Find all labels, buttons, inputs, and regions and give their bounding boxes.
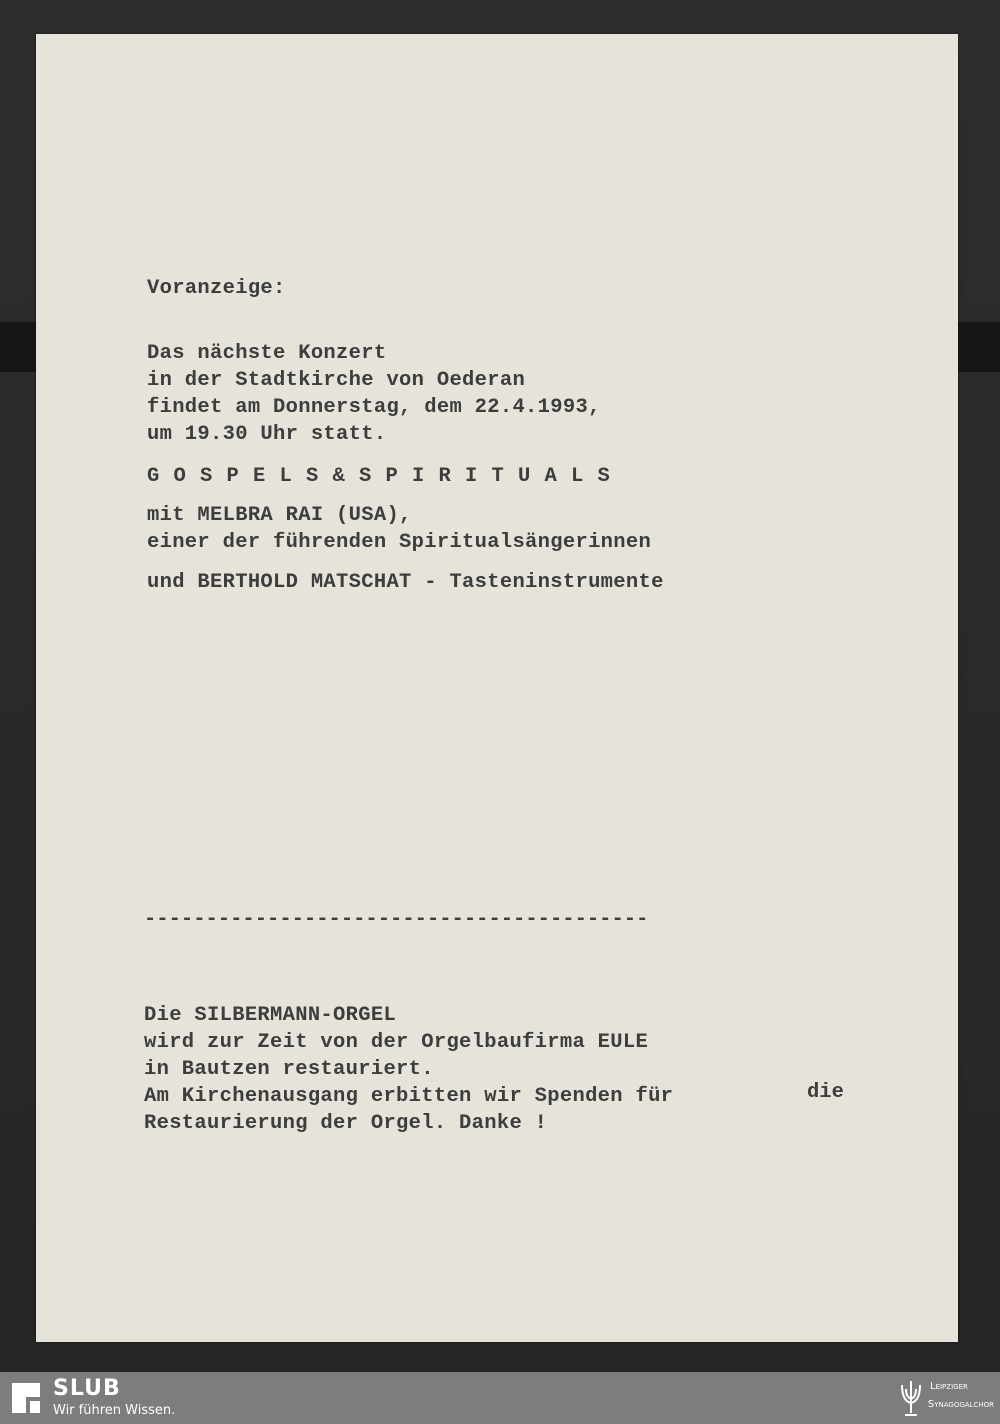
partner-name-line1: Leipziger [930,1381,968,1392]
accompanist-line: und BERTHOLD MATSCHAT - Tasteninstrumente [147,571,664,594]
performer-line: einer der führenden Spiritualsängerinnen [147,531,652,554]
footer-bar [0,1372,1000,1424]
organ-line: Am Kirchenausgang erbitten wir Spenden für [144,1085,674,1108]
document-page [36,34,958,1342]
concert-line: findet am Donnerstag, dem 22.4.1993, [147,396,601,419]
concert-line: Das nächste Konzert [147,342,387,365]
organ-line: Die SILBERMANN-ORGEL [144,1004,397,1027]
organ-line: wird zur Zeit von der Orgelbaufirma EULE [144,1031,649,1054]
slub-logo-icon [8,1379,44,1417]
section-separator: ----------------------------------------- [144,908,649,931]
library-tagline: Wir führen Wissen. [53,1403,176,1418]
partner-name-line2: Synagogalchor [927,1399,994,1410]
organ-line-tail: die [807,1081,844,1104]
menorah-icon [898,1377,924,1419]
performer-line: mit MELBRA RAI (USA), [147,504,412,527]
preannouncement-heading: Voranzeige: [147,277,286,300]
library-name: SLUB [53,1376,121,1401]
organ-line: in Bautzen restauriert. [144,1058,434,1081]
organ-line: Restaurierung der Orgel. Danke ! [144,1112,548,1135]
concert-line: um 19.30 Uhr statt. [147,423,387,446]
concert-line: in der Stadtkirche von Oederan [147,369,526,392]
program-title: GOSPELS&SPIRITUALS [147,465,625,488]
